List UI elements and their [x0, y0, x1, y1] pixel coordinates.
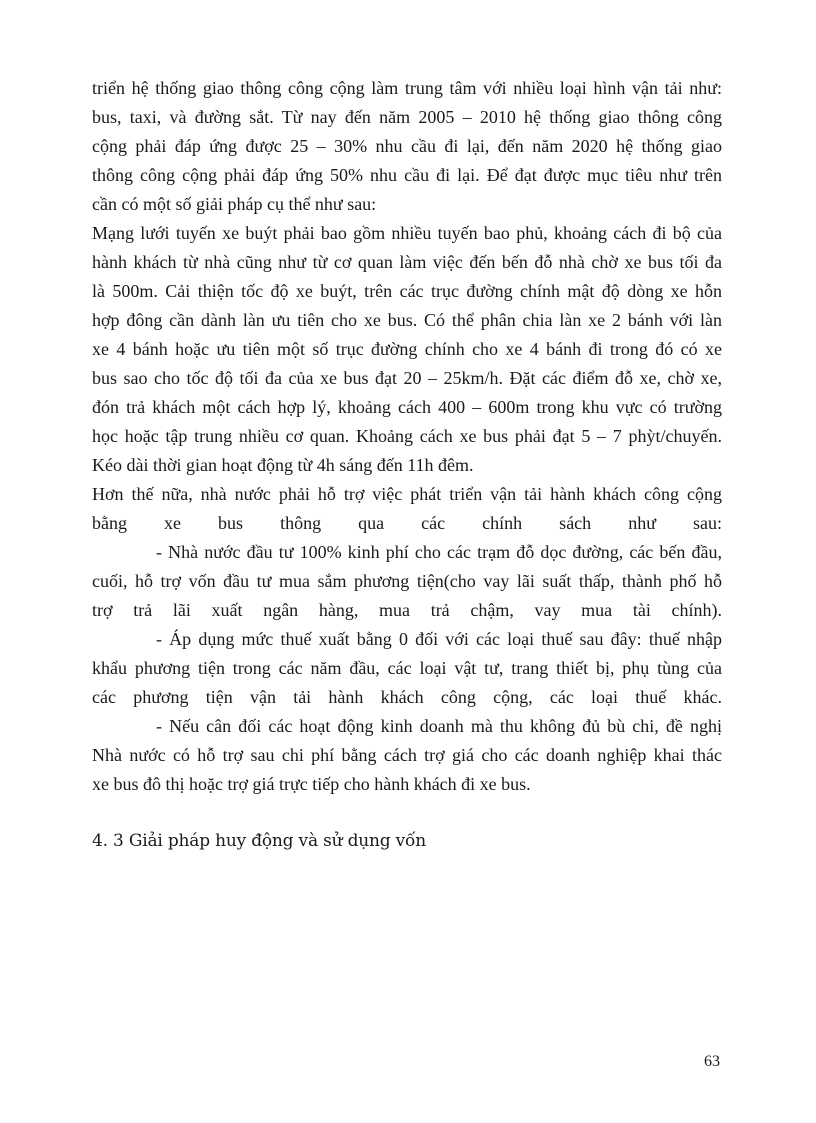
text-line: đón trả khách một cách hợp lý, khoảng cách 400 – 600m trong khu vực có trường: [92, 397, 722, 417]
text-line: bằng xe bus thông qua các chính sách như sau:: [92, 513, 722, 533]
text-line: cần có một số giải pháp cụ thể như sau:: [92, 194, 377, 214]
text-line: các phương tiện vận tải hành khách công cộng, các loại thuế khác.: [92, 687, 722, 707]
text-line: - Áp dụng mức thuế xuất bằng 0 đối với các loại thuế sau đây: thuế nhập: [156, 629, 722, 649]
text-line: Kéo dài thời gian hoạt động từ 4h sáng đến 11h đêm.: [92, 455, 474, 475]
text-line: hợp đông cần dành làn ưu tiên cho xe bus. Có thể phân chia làn xe 2 bánh với làn: [92, 310, 722, 330]
text-line: Mạng lưới tuyến xe buýt phải bao gồm nhiều tuyến bao phủ, khoảng cách đi bộ của: [92, 223, 722, 243]
body-text: [92, 74, 722, 799]
text-line: bus sao cho tốc độ tối đa của xe bus đạt 20 – 25km/h. Đặt các điểm đỗ xe, chờ xe,: [92, 368, 722, 388]
text-line: khẩu phương tiện trong các năm đầu, các loại vật tư, trang thiết bị, phụ tùng của: [92, 658, 722, 678]
text-line: Hơn thế nữa, nhà nước phải hỗ trợ việc phát triển vận tải hành khách công cộng: [92, 484, 722, 504]
text-line: cộng phải đáp ứng được 25 – 30% nhu cầu đi lại, đến năm 2020 hệ thống giao: [92, 136, 722, 156]
text-line: cuối, hỗ trợ vốn đầu tư mua sắm phương tiện(cho vay lãi suất thấp, thành phố hỗ: [92, 571, 722, 591]
text-line: - Nếu cân đối các hoạt động kinh doanh mà thu không đủ bù chi, đề nghị: [156, 716, 722, 736]
text-line: bus, taxi, và đường sắt. Từ nay đến năm 2005 – 2010 hệ thống giao thông công: [92, 107, 722, 127]
text-line: - Nhà nước đầu tư 100% kinh phí cho các trạm đỗ dọc đường, các bến đầu,: [156, 542, 722, 562]
page-number: 63: [704, 1053, 720, 1070]
document-page: [92, 74, 722, 856]
text-line: xe 4 bánh hoặc ưu tiên một số trục đường chính cho xe 4 bánh đi trong đó có xe: [92, 339, 722, 359]
text-line: xe bus đô thị hoặc trợ giá trực tiếp cho hành khách đi xe bus.: [92, 774, 531, 794]
text-line: học hoặc tập trung nhiều cơ quan. Khoảng cách xe bus phải đạt 5 – 7 phỳt/chuyến.: [92, 426, 722, 446]
text-line: là 500m. Cải thiện tốc độ xe buýt, trên các trục đường chính mật độ dòng xe hỗn: [92, 281, 722, 301]
text-line: triển hệ thống giao thông công cộng làm trung tâm với nhiều loại hình vận tải như:: [92, 78, 722, 98]
text-line: Nhà nước có hỗ trợ sau chi phí bằng cách trợ giá cho các doanh nghiệp khai thác: [92, 745, 722, 765]
text-line: hành khách từ nhà cũng như từ cơ quan làm việc đến bến đỗ nhà chờ xe bus tối đa: [92, 252, 722, 272]
text-line: trợ trả lãi xuất ngân hàng, mua trả chậm, vay mua tài chính).: [92, 600, 722, 620]
text-line: thông công cộng phải đáp ứng 50% nhu cầu đi lại. Để đạt được mục tiêu như trên: [92, 165, 722, 185]
section-heading: 4. 3 Giải pháp huy động và sử dụng vốn: [92, 831, 426, 851]
